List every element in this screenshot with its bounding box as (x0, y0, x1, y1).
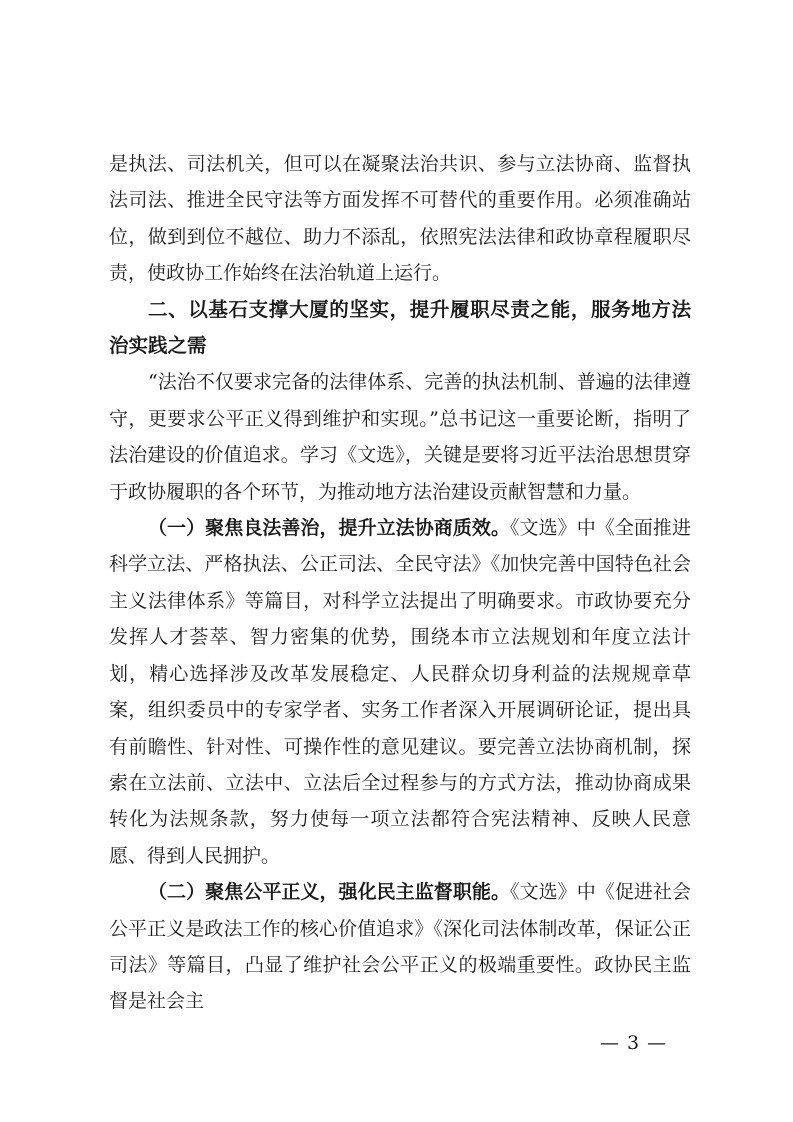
page-number: — 3 — (600, 1032, 668, 1054)
paragraph-item-1 (109, 510, 691, 874)
item-1-text: 《文选》中《全面推进科学立法、严格执法、公正司法、全民守法》《加快完善中国特色社会主义法律体系》等篇目，对科学立法提出了明确要求。市政协要充分发挥人才荟萃、智力密集的优势，围绕本市立法规划和年度立法计划，精心选择涉及改革发展稳定、人民群众切身利益的法规规章草案，组织委员中的专家学者、实务工作者深入开展调研论证，提出具有前瞻性、针对性、可操作性的意见建议。要完善立法协商机制，探索在立法前、立法中、立法后全过程参与的方式方法，推动协商成果转化为法规条款，努力使每一项立法都符合宪法精神、反映人民意愿、得到人民拥护。 (109, 517, 691, 867)
item-2-lead: （二）聚焦公平正义，强化民主监督职能。 (148, 881, 510, 904)
item-2-text: 《文选》中《促进社会公平正义是政法工作的核心价值追求》《深化司法体制改革，保证公正司法》等篇目，凸显了维护社会公平正义的极端重要性。政协民主监督是社会主 (109, 881, 691, 1013)
paragraph-item-2 (109, 874, 691, 1020)
paragraph-quote: “法治不仅要求完备的法律体系、完善的执法机制、普遍的法律遵守，更要求公平正义得到维护和实现。”总书记这一重要论断，指明了法治建设的价值追求。学习《文选》，关键是要将习近平法治思想贯穿于政协履职的各个环节，为推动地方法治建设贡献智慧和力量。 (109, 371, 691, 503)
section-heading: 二、以基石支撑大厦的坚实，提升履职尽责之能，服务地方法治实践之需 (109, 297, 691, 358)
body-text (109, 146, 691, 1020)
paragraph-continuation: 是执法、司法机关，但可以在凝聚法治共识、参与立法协商、监督执法司法、推进全民守法等方面发挥不可替代的重要作用。必须准确站位，做到到位不越位、助力不添乱，依照宪法法律和政协章程履职尽责，使政协工作始终在法治轨道上运行。 (109, 153, 691, 285)
item-1-lead: （一）聚焦良法善治，提升立法协商质效。 (148, 517, 510, 540)
